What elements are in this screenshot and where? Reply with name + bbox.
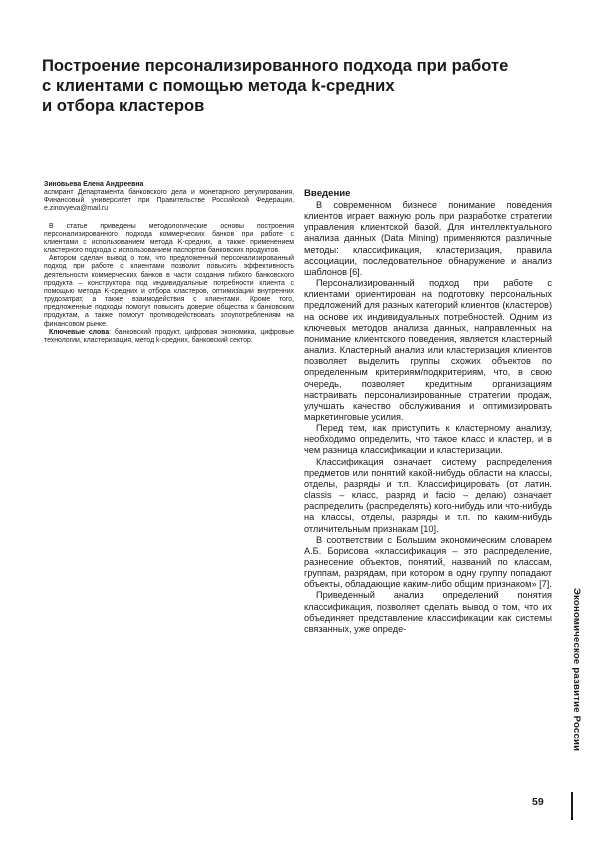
body-column [304,188,552,635]
abstract-paragraph: Автором сделан вывод о том, что предложенный персонализированный подход при работе с клиентами позволит повысить эффективность деятельности коммерческих банков в части создания гибкого банковского продукта – конструктора под индивидуальные потребности клиента с помощью метода K-средних и отбора кластеров, оптимизации внутренних трудозатрат, а также взаимодействия с клиентами. Кроме того, предложенные подходы помогут повысить доверие общества к банковским продуктам, а также помогут противодействовать злоупотреблениям на финансовом рынке. [44,255,294,328]
keywords [44,329,294,345]
page-number: 59 [532,796,544,808]
author-name: Зиновьева Елена Андреевна [44,181,144,188]
body-paragraph: В современном бизнесе понимание поведения клиентов играет важную роль при разработке стратегии управления клиентской базой. Для интеллектуального анализа данных (Data Mining) применяются различные методы: классификация, кластеризация, правила ассоциации, последовательное обнаружение и анализ шаблонов [6]. [304,200,552,277]
article-title-line: Построение персонализированного подхода при работе [42,56,509,75]
body-paragraph: Классификация означает систему распределения предметов или понятий какой-нибудь области на классы, отделы, разряды и т.п. Классифицировать (от латин. classis – класс, разряд и facio – делаю) означает распределить (распределять) кого-нибудь или что-нибудь на классы, отделы, разряды и т.п. по каким-нибудь отличительным признакам [10]. [304,456,552,534]
article-title [42,56,542,116]
journal-name: Экономическое развитие России [571,588,582,752]
article-title-line: и отбора кластеров [42,96,205,115]
body-paragraph: Приведенный анализ определений понятия классификация, позволяет сделать вывод о том, что их объединяет представление классификации как системы связанных, уже опреде- [304,590,552,634]
author-affiliation: аспирант Департамента банковского дела и монетарного регулирования, Финансовый университет при Правительстве Российской Федерации, e.zinovyeva@mail.ru [44,189,294,213]
body-paragraph: Перед тем, как приступить к кластерному анализу, необходимо определить, что такое класс и кластер, и в чем разница классификации и кластеризации. [304,423,552,456]
article-title-line: с клиентами с помощью метода k-средних [42,76,395,95]
abstract-column [44,181,294,345]
section-heading: Введение [304,188,351,199]
keywords-text: : банковский продукт, цифровая экономика, цифровые технологии, кластеризация, метод k-средних, банковский сектор. [44,328,294,344]
body-paragraph: Персонализированный подход при работе с клиентами ориентирован на подготовку персональных предложений для разных категорий клиентов (кластеров) на основе их индивидуальных потребностей. Одним из ключевых методов анализа данных, направленных на понимание клиентского поведения, является кластерный анализ. Кластерный анализ или кластеризация клиентов позволяет выделить группы схожих объектов по определенным критериям/подкритериям, что, в свою очередь, позволяет кредитным организациям настраивать персонализированные стратегии продаж, улучшать качество обслуживания и оптимизировать маркетинговые усилия. [304,278,552,422]
margin-rule [571,792,573,820]
keywords-label: Ключевые слова [49,328,110,336]
body-paragraph: В соответствии с Большим экономическим словарем А.Б. Борисова «классификация – это распределение, разнесение объектов, понятий, названий по классам, группам, разрядам, при котором в одну группу попадают объекты, обладающие каким-либо общим признаком» [7]. [304,534,552,590]
abstract-paragraph: В статье приведены методологические основы построения персонализированного подхода коммерческих банков при работе с клиентами с использованием метода K-средних, а также применением кластерного подхода с использованием паспортов банковских продуктов. [44,222,294,255]
